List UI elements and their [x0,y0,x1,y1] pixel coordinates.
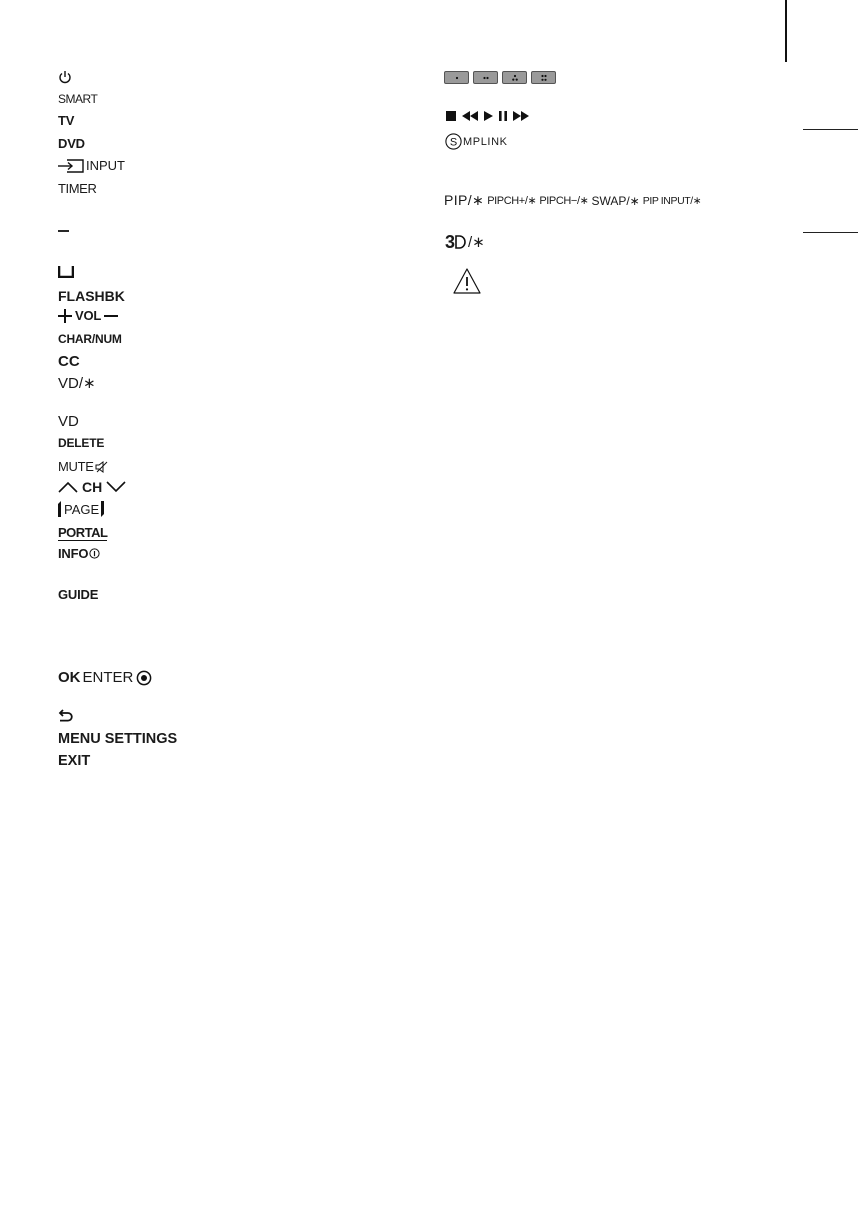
speaker-mute-icon [95,461,109,473]
three-d-mark: 3 [445,232,456,252]
tv-row [58,113,74,128]
playback-row [446,111,529,121]
mute-label: MUTE [58,459,94,474]
pipch-plus-label: PIPCH+/∗ [487,195,537,207]
color-buttons-row [444,71,560,84]
delete-label: DELETE [58,436,105,450]
flashbk-label: FLASHBK [58,288,125,304]
simplink-row [445,133,508,150]
chevron-up-icon [58,481,78,493]
color-button-one-dot-icon [444,71,469,84]
dvd-row [58,136,85,151]
target-circle-icon [136,670,152,686]
channel-row [58,479,126,495]
cc-label: CC [58,353,80,370]
pip-label: PIP/∗ [444,192,485,208]
simplink-label: MPLINK [463,135,508,148]
vol-row [58,308,118,323]
ch-label: CH [82,479,103,495]
vd-star-row [58,374,96,392]
delete-row [58,436,104,450]
three-d-row [445,233,485,251]
input-label: INPUT [86,158,125,173]
guide-label: GUIDE [58,587,99,602]
input-arrow-icon [58,159,84,173]
enter-label: ENTER [82,669,134,686]
tv-label: TV [58,113,75,128]
timer-label: TIMER [58,181,97,196]
fast-forward-icon [513,111,529,121]
char-num-row [58,332,122,346]
vol-label: VOL [75,308,102,323]
space-row [58,266,74,278]
smart-label: SMART [58,92,98,106]
mute-row [58,459,109,474]
warning-triangle-icon [452,267,482,295]
char-num-label: CHAR/NUM [58,332,122,346]
color-button-four-dots-icon [531,71,556,84]
back-arrow-icon [58,709,74,723]
minus-row [58,226,70,236]
smart-row [58,92,97,106]
page-down-mark-icon [101,501,105,517]
minus-icon [104,311,118,321]
pip-row [444,192,704,209]
page-row [58,501,105,517]
pause-icon [499,111,507,121]
power-row [58,70,72,84]
stop-icon [446,111,456,121]
info-label: INFO [58,546,89,561]
play-icon [484,111,493,121]
dvd-label: DVD [58,136,85,151]
page-cut-line [785,0,787,62]
flashbk-row [58,288,125,304]
info-row [58,546,100,561]
color-button-three-dots-icon [502,71,527,84]
pip-input-label: PIP INPUT/∗ [642,194,702,207]
menu-settings-row [58,731,177,747]
three-d-suffix-label: /∗ [468,234,485,251]
info-circle-icon [89,548,100,559]
exit-row [58,753,90,769]
swap-label: SWAP/∗ [591,193,640,208]
edge-rule-top [803,129,858,130]
portal-label: PORTAL [58,525,108,540]
power-icon [58,70,72,84]
input-row [58,158,125,173]
plus-icon [58,309,72,323]
ok-enter-row [58,669,152,686]
edge-rule-bottom [803,232,858,233]
chevron-down-icon [106,481,126,493]
page-label: PAGE [64,501,100,517]
minus-icon [58,226,70,236]
page-up-mark-icon [58,501,62,517]
timer-row [58,181,96,196]
guide-row [58,587,98,602]
vd-star-label: VD/∗ [58,375,96,392]
svg-text:S: S [449,136,458,149]
vd-label: VD [58,413,79,430]
space-bracket-icon [58,266,74,278]
exit-label: EXIT [58,753,91,769]
cc-row [58,353,80,370]
menu-settings-label: MENU SETTINGS [58,731,178,747]
portal-row [58,525,107,541]
color-button-two-dots-icon [473,71,498,84]
three-d-d-icon [455,235,466,249]
vd-row [58,413,79,430]
simplink-s-circle-icon [445,133,462,150]
pipch-minus-label: PIPCH−/∗ [539,195,589,207]
back-row [58,709,74,723]
rewind-icon [462,111,478,121]
ok-label: OK [58,669,81,686]
